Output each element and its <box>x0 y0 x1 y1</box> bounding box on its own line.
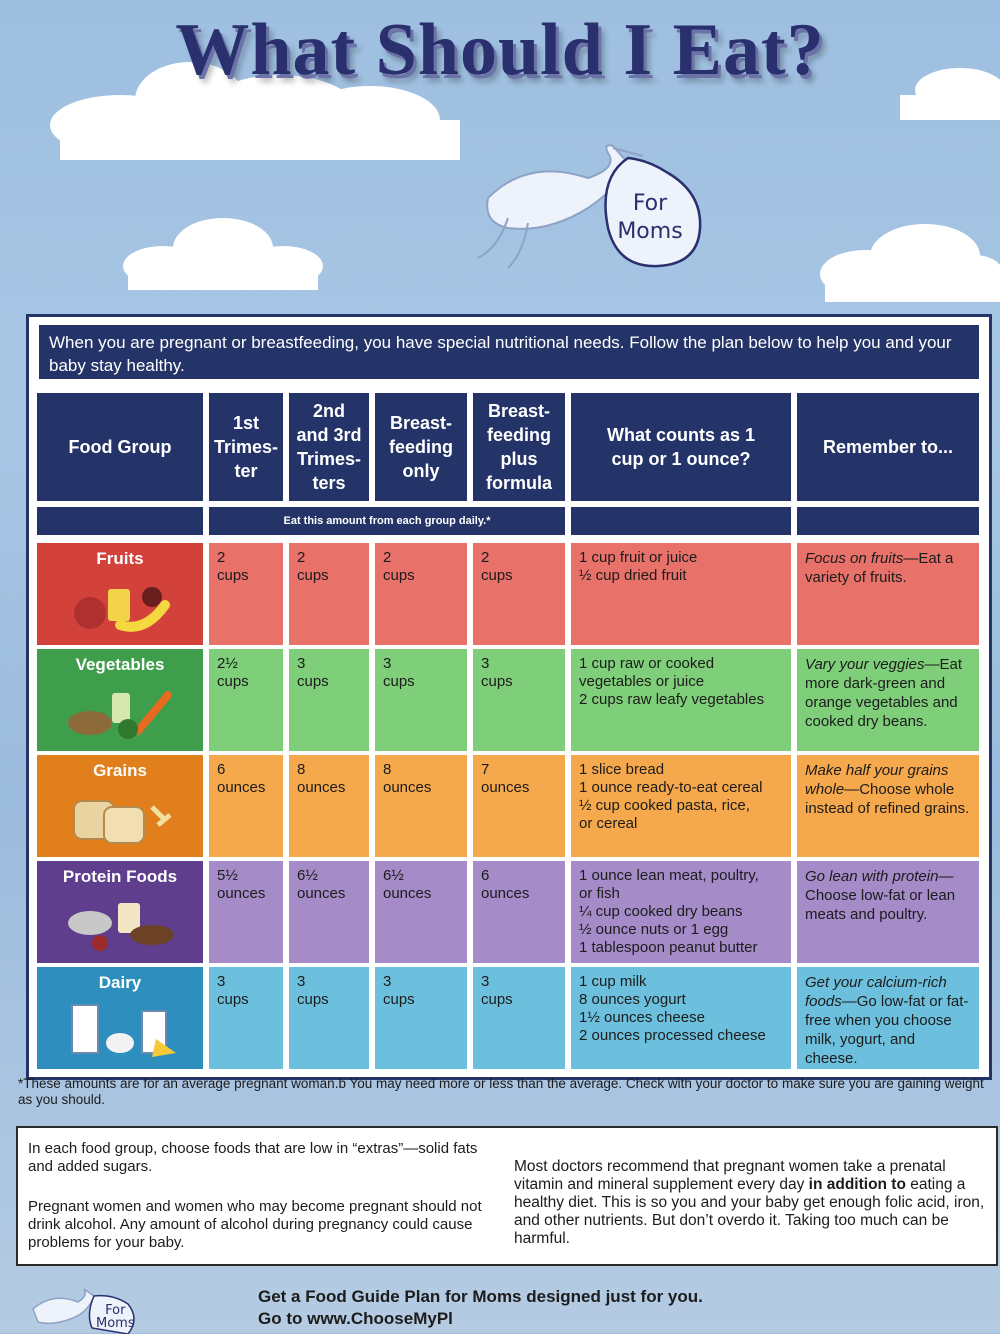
counts-line: ½ cup cooked pasta, rice, or cereal <box>579 797 750 832</box>
remember-text: Choose low-fat or lean meats and poultry. <box>805 887 956 923</box>
remember-cell <box>797 755 979 857</box>
note-extras: In each food group, choose foods that are low in “extras”—solid fats and added sugars. <box>28 1140 478 1175</box>
note-alcohol: Pregnant women and women who may become pregnant should not drink alcohol. Any amount of alcohol during pregnancy could cause problems for your baby. <box>28 1198 482 1251</box>
amount-cell: 3 cups <box>473 649 565 751</box>
intro-text: When you are pregnant or breastfeeding, you have special nutritional needs. Follow the plan below to help you and your baby stay healthy. <box>39 325 979 379</box>
em-dash: — <box>844 781 860 798</box>
counts-cell <box>571 755 791 857</box>
remember-text: Choose whole instead of refined grains. <box>805 781 970 817</box>
remember-emphasis: Go lean with protein <box>805 868 939 885</box>
cta-line1: Get a Food Guide Plan for Moms designed just for you. <box>258 1287 703 1306</box>
remember-emphasis: Vary your veggies <box>805 656 925 673</box>
header-breastfeeding-formula: Breast- feeding plus formula <box>473 393 565 501</box>
fruit-basket-icon <box>60 575 180 635</box>
small-badge-line2: Moms <box>96 1316 135 1331</box>
amount-cell: 2 cups <box>375 543 467 645</box>
remember-cell <box>797 543 979 645</box>
remember-emphasis: Make half your grains whole <box>805 762 949 798</box>
food-group-label: Vegetables <box>75 655 165 674</box>
cloud-decoration <box>815 222 1000 302</box>
food-group-cell <box>37 861 203 963</box>
for-moms-badge <box>600 190 700 246</box>
counts-line: 1 ounce lean meat, poultry, or fish <box>579 867 759 902</box>
subheader-spacer <box>571 507 791 535</box>
amount-cell: 3 cups <box>289 649 369 751</box>
food-group-cell <box>37 967 203 1069</box>
counts-cell <box>571 543 791 645</box>
counts-line: 1 slice bread <box>579 761 665 778</box>
amount-cell: 3 cups <box>375 649 467 751</box>
subheader-spacer <box>797 507 979 535</box>
remember-cell <box>797 861 979 963</box>
cloud-decoration <box>118 218 328 290</box>
amount-cell: 2 cups <box>473 543 565 645</box>
counts-cell <box>571 649 791 751</box>
badge-line1: For <box>632 191 668 216</box>
bread-icon <box>60 787 180 847</box>
amount-cell: 6½ ounces <box>375 861 467 963</box>
amount-cell: 8 ounces <box>289 755 369 857</box>
small-for-moms-badge <box>96 1304 135 1330</box>
remember-cell <box>797 649 979 751</box>
notes-box <box>16 1126 998 1266</box>
counts-cell <box>571 861 791 963</box>
remember-text: Eat a variety of fruits. <box>805 550 954 586</box>
food-group-cell <box>37 755 203 857</box>
em-dash: — <box>841 993 857 1010</box>
amount-cell: 2 cups <box>289 543 369 645</box>
amount-cell: 7 ounces <box>473 755 565 857</box>
subheader-spacer <box>37 507 203 535</box>
amount-cell: 3 cups <box>209 967 283 1069</box>
vegetables-icon <box>60 681 180 741</box>
remember-text: Go low-fat or fat-free when you choose milk, yogurt, and cheese. <box>805 993 969 1067</box>
food-group-label: Grains <box>93 761 147 780</box>
counts-line: 2 ounces processed cheese <box>579 1027 766 1044</box>
amount-cell: 8 ounces <box>375 755 467 857</box>
cta-link[interactable]: Go to www.ChooseMyPl <box>258 1309 453 1328</box>
subheader-daily-amount: Eat this amount from each group daily.* <box>209 507 565 535</box>
remember-text: Eat more dark-green and orange vegetables and cooked dry beans. <box>805 656 963 730</box>
counts-line: ½ ounce nuts or 1 egg <box>579 921 729 938</box>
amount-cell: 3 cups <box>375 967 467 1069</box>
counts-line: ¼ cup cooked dry beans <box>579 903 743 920</box>
note-supplement-a: Most doctors recommend that pregnant women take a prenatal vitamin and mineral supplement every day <box>514 1158 946 1193</box>
dairy-icon <box>60 999 180 1059</box>
nutrition-table <box>26 314 992 1080</box>
remember-emphasis: Get your calcium-rich foods <box>805 974 947 1010</box>
note-supplement-bold: in addition to <box>808 1176 906 1193</box>
amount-cell: 2½ cups <box>209 649 283 751</box>
note-supplement-c: eating a healthy diet. This is so you and your baby get enough folic acid, iron, and other nutrients. But don’t overdo it. Taking too much can be harmful. <box>514 1176 985 1247</box>
protein-icon <box>60 893 180 953</box>
footnote: *These amounts are for an average pregnant woman.b You may need more or less than the average. Check with your doctor to make sure you are gaining weight as you should. <box>18 1076 984 1107</box>
note-supplement <box>514 1158 988 1248</box>
counts-line: 1 tablespoon peanut butter <box>579 939 758 956</box>
remember-cell <box>797 967 979 1069</box>
amount-cell: 5½ ounces <box>209 861 283 963</box>
food-group-label: Fruits <box>96 549 144 568</box>
page-title: What Should I Eat? <box>175 9 825 91</box>
food-group-cell <box>37 649 203 751</box>
header-breastfeeding-only: Breast- feeding only <box>375 393 467 501</box>
counts-line: 1 ounce ready-to-eat cereal <box>579 779 763 796</box>
counts-line: 1 cup fruit or juice <box>579 549 698 566</box>
food-group-cell <box>37 543 203 645</box>
counts-line: 2 cups raw leafy vegetables <box>579 691 765 708</box>
call-to-action <box>258 1286 988 1330</box>
header-what-counts: What counts as 1 cup or 1 ounce? <box>571 393 791 501</box>
em-dash: — <box>903 550 919 567</box>
counts-line: 1 cup milk <box>579 973 647 990</box>
amount-cell: 6 ounces <box>473 861 565 963</box>
amount-cell: 6½ ounces <box>289 861 369 963</box>
remember-emphasis: Focus on fruits <box>805 550 904 567</box>
amount-cell: 6 ounces <box>209 755 283 857</box>
food-group-label: Protein Foods <box>62 867 178 886</box>
amount-cell: 2 cups <box>209 543 283 645</box>
counts-line: 8 ounces yogurt <box>579 991 686 1008</box>
em-dash: — <box>938 868 954 885</box>
counts-line: 1 cup raw or cooked vegetables or juice <box>579 655 715 690</box>
header-remember: Remember to... <box>797 393 979 501</box>
counts-cell <box>571 967 791 1069</box>
header-second-third-trimester: 2nd and 3rd Trimes- ters <box>289 393 369 501</box>
small-badge-line1: For <box>105 1303 126 1318</box>
em-dash: — <box>924 656 940 673</box>
header-first-trimester: 1st Trimes- ter <box>209 393 283 501</box>
header-food-group: Food Group <box>37 393 203 501</box>
amount-cell: 3 cups <box>473 967 565 1069</box>
counts-line: ½ cup dried fruit <box>579 567 687 584</box>
badge-line2: Moms <box>617 219 683 244</box>
amount-cell: 3 cups <box>289 967 369 1069</box>
counts-line: 1½ ounces cheese <box>579 1009 705 1026</box>
food-group-label: Dairy <box>98 973 142 992</box>
